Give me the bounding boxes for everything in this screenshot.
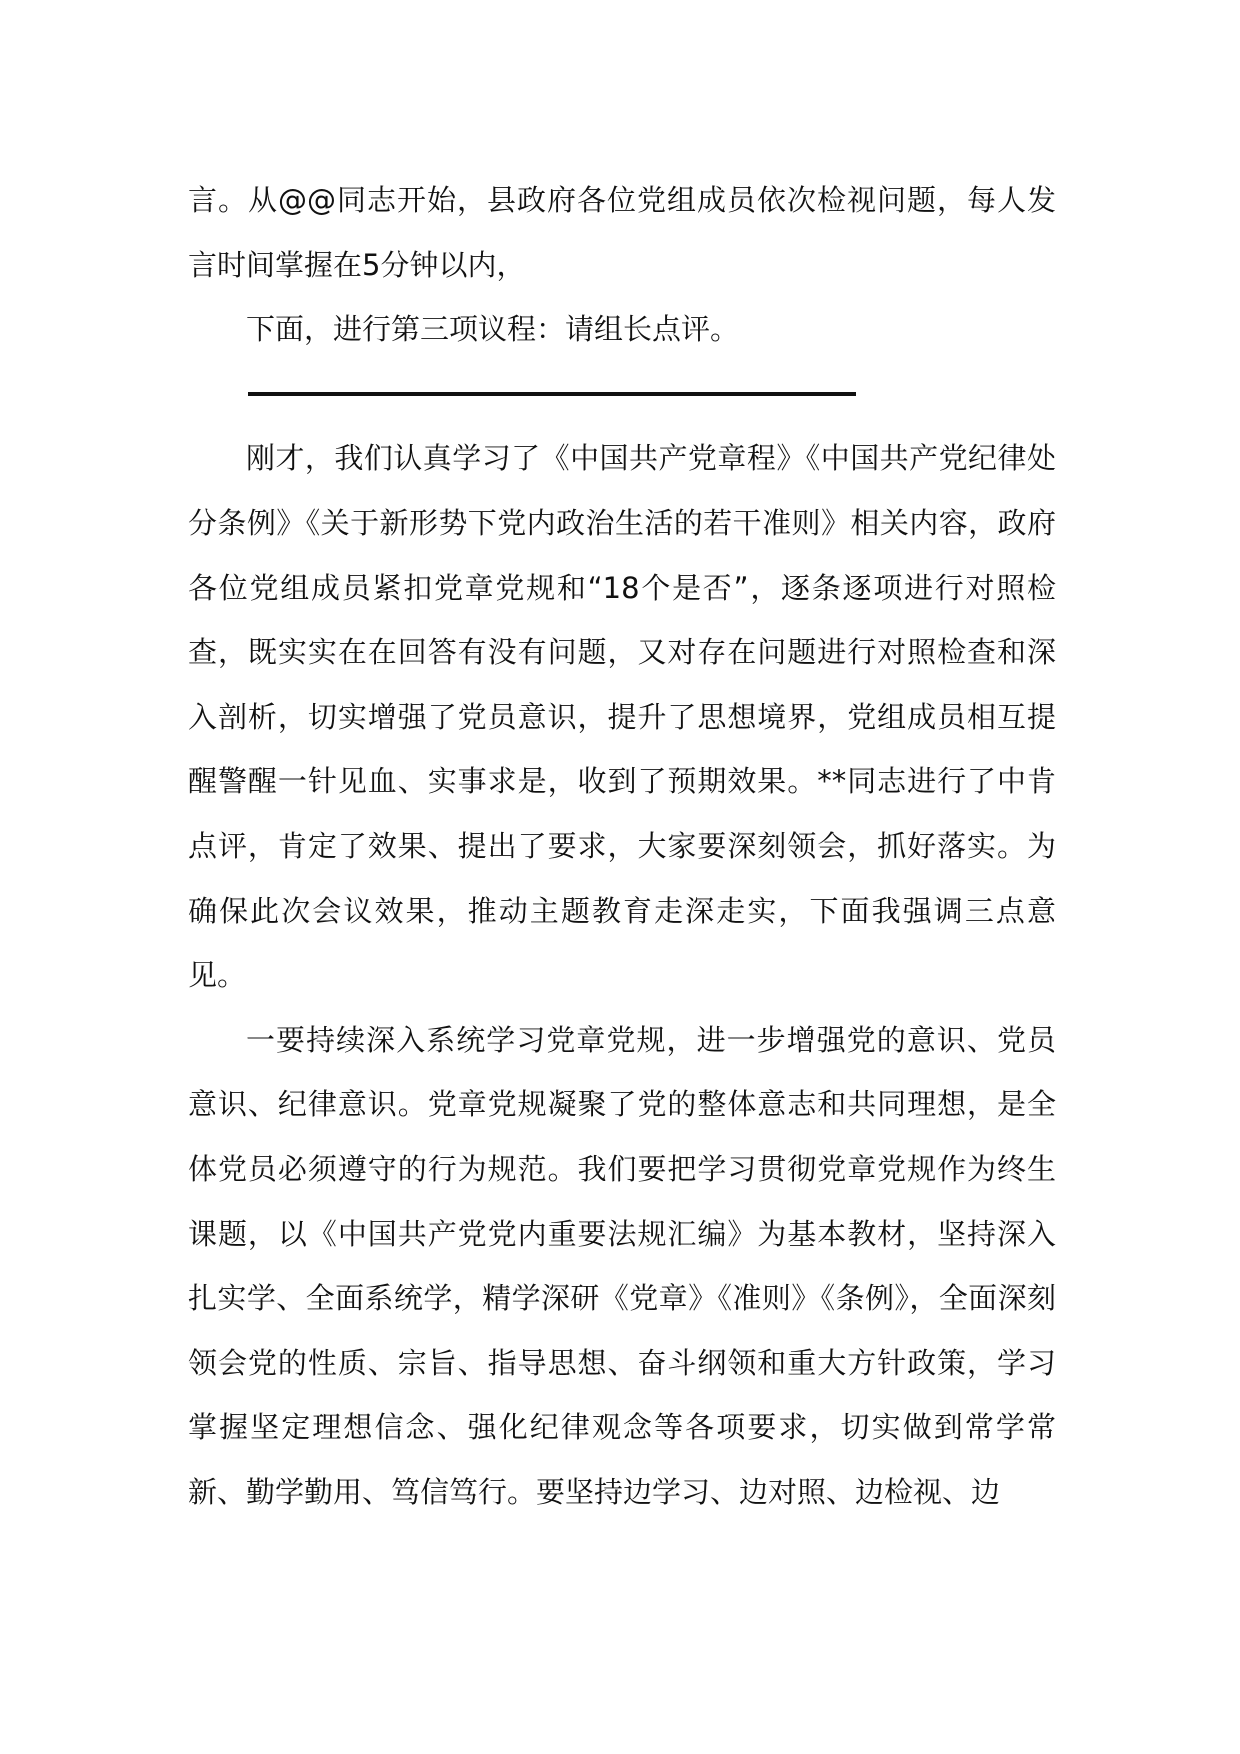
section-divider — [188, 362, 1056, 427]
paragraph-review: 刚才，我们认真学习了《中国共产党章程》《中国共产党纪律处分条例》《关于新形势下党内政治生活的若干准则》相关内容，政府各位党组成员紧扣党章党规和“18个是否”，逐条逐项进行对照检查，既实实在在回答有没有问题，又对存在问题进行对照检查和深入剖析，切实增强了党员意识，提升了思想境界，党组成员相互提醒警醒一针见血、实事求是，收到了预期效果。**同志进行了中肯点评，肯定了效果、提出了要求，大家要深刻领会，抓好落实。为确保此次会议效果，推动主题教育走深走实，下面我强调三点意见。 — [188, 441, 1056, 993]
divider-line — [248, 392, 856, 396]
paragraph-continuation: 言。从@@同志开始，县政府各位党组成员依次检视问题，每人发言时间掌握在5分钟以内， — [188, 183, 1056, 282]
paragraph-point-one: 一要持续深入系统学习党章党规，进一步增强党的意识、党员意识、纪律意识。党章党规凝聚了党的整体意志和共同理想，是全体党员必须遵守的行为规范。我们要把学习贯彻党章党规作为终生课题，以《中国共产党党内重要法规汇编》为基本教材，坚持深入扎实学、全面系统学，精学深研《党章》《准则》《条例》，全面深刻领会党的性质、宗旨、指导思想、奋斗纲领和重大方针政策，学习掌握坚定理想信念、强化纪律观念等各项要求，切实做到常学常新、勤学勤用、笃信笃行。要坚持边学习、边对照、边检视、边 — [188, 1022, 1056, 1509]
document-body — [188, 168, 1056, 1524]
paragraph-agenda-item: 下面，进行第三项议程：请组长点评。 — [246, 312, 740, 347]
